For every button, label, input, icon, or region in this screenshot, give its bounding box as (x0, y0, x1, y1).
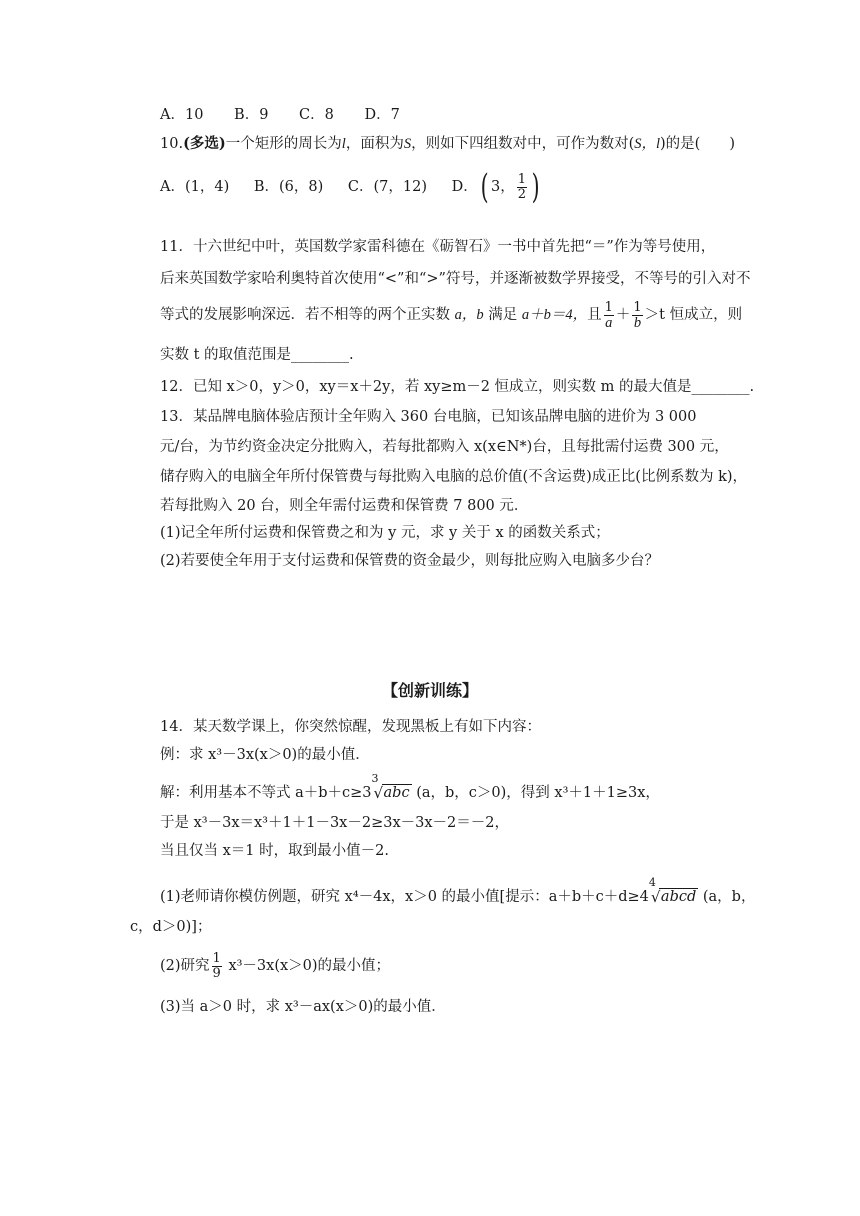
cube-root-radicand: abc (383, 785, 410, 801)
right-paren-icon: ) (531, 167, 540, 207)
q14-sub-2-num: 1 (212, 950, 221, 966)
q14-sub-3: (3)当 a＞0 时，求 x³－ax(x＞0)的最小值． (160, 999, 446, 1015)
fourth-root-index: 4 (648, 876, 656, 889)
q10-option-d-den: 2 (517, 186, 527, 202)
fourth-root-radicand: abcd (660, 889, 697, 905)
left-paren-icon: ( (480, 167, 489, 207)
q10-option-d-label: D． (451, 179, 478, 195)
q10-option-d-first: 3， (491, 179, 515, 195)
q10-text-d: )的是( ) (660, 136, 735, 152)
q10-text-a: 一个矩形的周长为 (225, 136, 342, 152)
q13-line-1: 13．某品牌电脑体验店预计全年购入 360 台电脑，已知该品牌电脑的进价为 3 000 (160, 409, 697, 425)
q14-line-3 (160, 772, 660, 804)
q13-line-4: 若每批购入 20 台，则全年需付运费和保管费 7 800 元． (160, 498, 529, 514)
q11-frac-b-num: 1 (633, 299, 642, 315)
q14-sub-2-den: 9 (212, 965, 221, 981)
q11-line-3 (160, 300, 742, 330)
q12-text: 12．已知 x＞0，y＞0，xy＝x＋2y，若 xy≥m－2 恒成立，则实数 m 的最大值是________. (160, 379, 755, 395)
q14-line-1: 14．某天数学课上，你突然惊醒，发现黑板上有如下内容： (160, 719, 541, 735)
q10-var-s: S (403, 136, 412, 152)
q14-sub-1-b: (a，b， (702, 889, 756, 905)
q10-text-b: ，面积为 (345, 136, 404, 152)
q10-option-b: B．(6，8) (253, 179, 324, 195)
q10-number: 10. (160, 136, 184, 152)
q11-vars: a，b (454, 307, 484, 323)
q10-option-d-num: 1 (517, 171, 527, 187)
q10-stem (160, 133, 735, 155)
q13-line-3: 储存购入的电脑全年所付保管费与每批购入电脑的总价值(不含运费)成正比(比例系数为 k)， (160, 469, 748, 485)
q11-line-3-b: 满足 (488, 307, 518, 323)
q14-line-3-b: (a，b，c＞0)，得到 x³＋1＋1≥3x， (416, 785, 660, 801)
q14-sub-2 (160, 950, 390, 982)
q10-option-d-fraction (517, 173, 527, 202)
cube-root-index: 3 (371, 772, 379, 785)
q10-var-l: l (341, 136, 346, 152)
q10-tag: (多选) (183, 135, 226, 152)
q13-line-2: 元/台，为节约资金决定分批购入，若每批都购入 x(x∈N*)台，且每批需付运费 300 元， (160, 439, 729, 455)
q9-option-b: B．9 (234, 107, 269, 123)
q10-option-c: C．(7，12) (347, 179, 427, 195)
q9-option-d: D．7 (364, 107, 400, 123)
q9-options (160, 104, 400, 126)
q14-sub-1-text: (1)老师请你模仿例题，研究 x⁴－4x，x＞0 的最小值[提示：a＋b＋c＋d≥4 (160, 889, 649, 905)
q14-sub-2-fraction (212, 952, 222, 981)
q9-option-c: C．8 (299, 107, 334, 123)
q11-line-4: 实数 t 的取值范围是________. (160, 347, 354, 363)
fourth-root (648, 876, 698, 908)
q11-plus: ＋ (615, 307, 631, 323)
q14-line-3-a: 解：利用基本不等式 a＋b＋c≥3 (160, 785, 372, 801)
q10-pair: S，l (634, 136, 661, 152)
q11-frac-a-num: 1 (604, 299, 613, 315)
radical-icon: √ (373, 784, 384, 802)
q11-line-3-c: 且 (587, 307, 602, 323)
q14-line-2: 例：求 x³－3x(x＞0)的最小值． (160, 747, 370, 763)
q11-frac-a-den: a (605, 314, 613, 331)
q11-line-3-a: 等式的发展影响深远．若不相等的两个正实数 (160, 307, 450, 323)
section-title: 【创新训练】 (381, 681, 478, 700)
q13-sub-2: (2)若要使全年用于支付运费和保管费的资金最少，则每批应购入电脑多少台？ (160, 553, 660, 569)
q11-fraction-b (632, 301, 642, 330)
q11-line-1: 11．十六世纪中叶，英国数学家雷科德在《砺智石》一书中首先把“＝”作为等号使用， (160, 239, 716, 255)
cube-root (371, 772, 412, 804)
radical-icon: √ (650, 888, 661, 906)
q11-fraction-a (604, 301, 614, 330)
q10-text-c: ，则如下四组数对中，可作为数对( (411, 136, 635, 152)
q10-option-a: A．(1，4) (160, 179, 230, 195)
q11-equation: a＋b＝4， (521, 307, 588, 323)
q13-sub-1: (1)记全年所付运费和保管费之和为 y 元，求 y 关于 x 的函数关系式； (160, 525, 610, 541)
q14-sub-2-b: x³－3x(x＞0)的最小值； (228, 958, 391, 974)
q9-option-a: A．10 (160, 107, 204, 123)
q11-frac-b-den: b (633, 314, 642, 331)
q14-line-5: 当且仅当 x＝1 时，取到最小值－2. (160, 843, 389, 859)
q11-line-2: 后来英国数学家哈利奥特首次使用“<”和“>”符号，并逐渐被数学界接受，不等号的引入对不 (160, 271, 751, 287)
q14-sub-1-a (160, 876, 756, 908)
q11-line-3-d: ＞t 恒成立，则 (644, 307, 743, 323)
q14-sub-1-c: c，d＞0)]； (130, 919, 212, 935)
q14-line-4: 于是 x³－3x＝x³＋1＋1－3x－2≥3x－3x－2＝－2， (160, 815, 509, 831)
q10-options (160, 167, 542, 207)
q14-sub-2-a: (2)研究 (160, 958, 210, 974)
